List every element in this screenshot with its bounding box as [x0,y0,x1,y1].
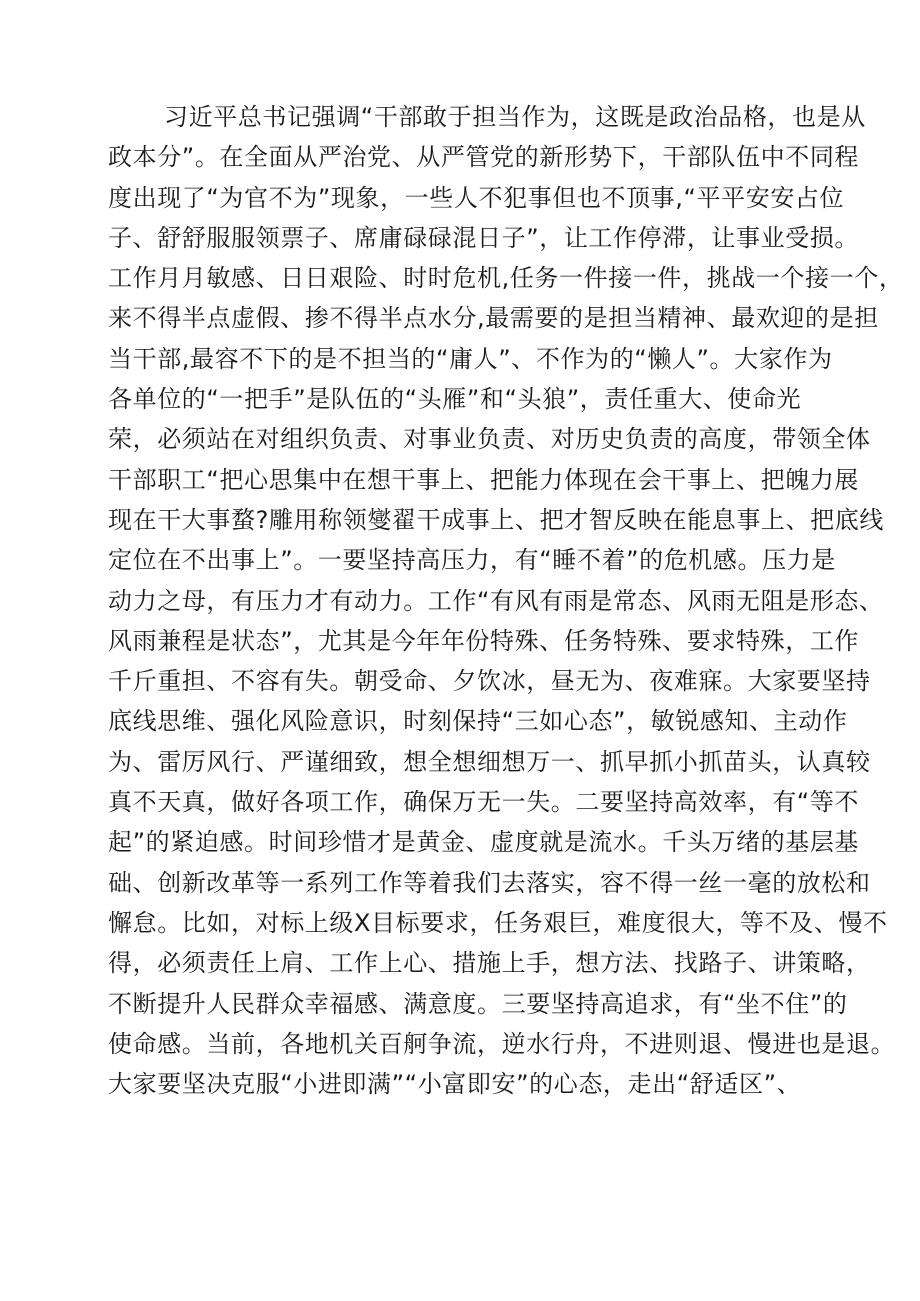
paragraph-line: 政本分”。在全面从严治党、从严管党的新形势下，干部队伍中不同程 [108,143,860,172]
paragraph-line: 定位在不出事上”。一要坚持高压力，有“睡不着”的危机感。压力是 [108,546,836,575]
paragraph-line: 工作月月敏感、日日艰险、时时危机,任务一件接一件，挑战一个接一个， [108,264,904,293]
paragraph-line: 荣，必须站在对组织负责、对事业负责、对历史负责的高度，带领全体 [108,425,871,454]
paragraph-line: 千斤重担、不容有失。朝受命、夕饮冰，昼无为、夜难寐。大家要坚持 [108,667,871,696]
paragraph-line: 懈怠。比如，对标上级X目标要求，任务艰巨，难度很大，等不及、慢不 [108,908,888,937]
paragraph-line: 得，必须责任上肩、工作上心、措施上手，想方法、找路子、讲策略， [108,949,871,978]
paragraph-line: 各单位的“一把手”是队伍的“头雁”和“头狼”，责任重大、使命光 [108,385,802,414]
paragraph-line: 础、创新改革等一系列工作等着我们去落实，容不得一丝一毫的放松和 [108,868,871,897]
paragraph-line: 动力之母，有压力才有动力。工作“有风有雨是常态、风雨无阻是形态、 [108,586,884,615]
document-paragraph [108,97,904,1104]
paragraph-line: 习近平总书记强调“干部敢于担当作为，这既是政治品格，也是从 [164,103,866,131]
paragraph-line: 不断提升人民群众幸福感、满意度。三要坚持高追求，有“坐不住”的 [108,989,848,1018]
paragraph-line: 来不得半点虚假、掺不得半点水分,最需要的是担当精神、最欢迎的是担 [108,304,879,333]
paragraph-line: 风雨兼程是状态”，尤其是今年年份特殊、任务特殊、要求特殊，工作 [108,626,860,655]
paragraph-line: 底线思维、强化风险意识，时刻保持“三如心态”，敏锐感知、主动作 [108,707,848,736]
paragraph-line: 大家要坚决克服“小进即满”“小富即安”的心态，走出“舒适区”、 [108,1070,802,1099]
paragraph-line: 为、雷厉风行、严谨细致，想全想细想万一、抓早抓小抓苗头，认真较 [108,747,871,776]
paragraph-line: 现在干大事蝥?雕用称领燮翟干成事上、把才智反映在能息事上、把底线 [108,505,884,534]
paragraph-line: 度出现了“为官不为”现象，一些人不犯事但也不顶事,“平平安安占位 [108,183,845,212]
paragraph-line: 使命感。当前，各地机关百舸争流，逆水行舟，不进则退、慢进也是退。 [108,1029,896,1058]
paragraph-line: 子、舒舒服服领票子、席庸碌碌混日子”，让工作停滞，让事业受损。 [108,223,860,252]
paragraph-line: 起”的紧迫感。时间珍惜才是黄金、虚度就是流水。千头万绪的基层基 [108,828,860,857]
paragraph-line: 干部职工“把心思集中在想干事上、把能力体现在会干事上、把魄力展 [108,465,860,494]
paragraph-line: 当干部,最容不下的是不担当的“庸人”、不作为的“懒人”。大家作为 [108,344,833,373]
paragraph-line: 真不天真，做好各项工作，确保万无一失。二要坚持高效率，有“等不 [108,788,860,817]
